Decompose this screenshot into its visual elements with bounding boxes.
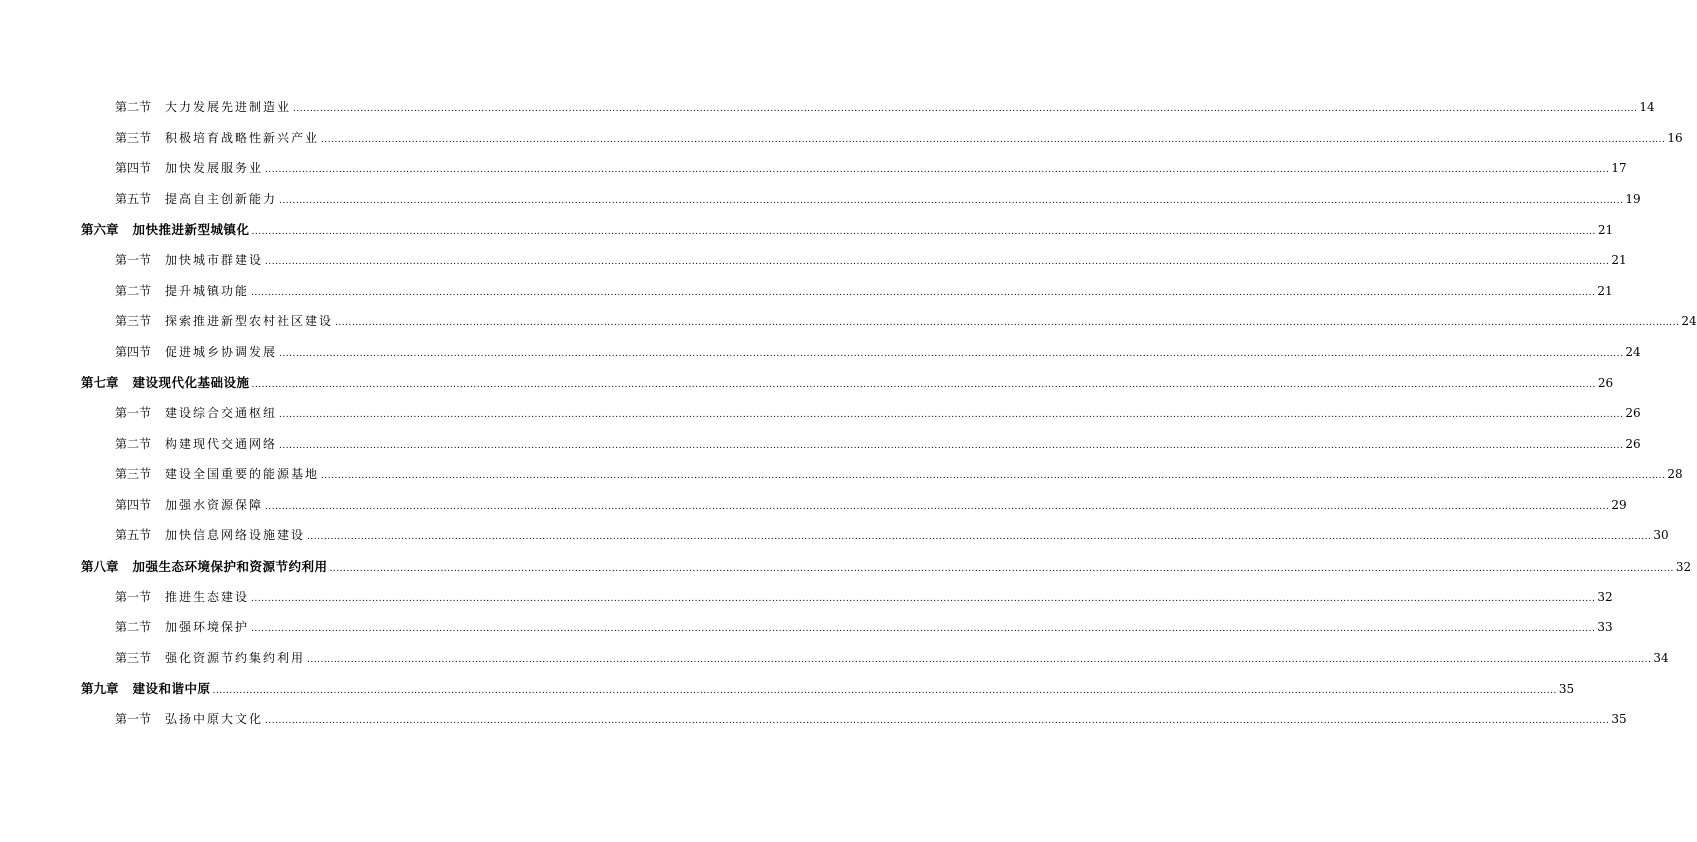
toc-entry-number: 第五节 bbox=[115, 191, 152, 206]
toc-entry-number: 第三节 bbox=[115, 314, 152, 329]
toc-section-entry[interactable] bbox=[81, 618, 1613, 649]
toc-page-number: 32 bbox=[1675, 559, 1692, 574]
toc-page-number: 29 bbox=[1611, 497, 1627, 512]
toc-section-entry[interactable] bbox=[81, 404, 1641, 435]
toc-leader-dots: ................................................................................................................................................................................................................................................................................................................................................................................................................ bbox=[251, 593, 1596, 604]
toc-entry-number: 第三节 bbox=[115, 467, 152, 482]
toc-entry-number: 第一节 bbox=[115, 405, 152, 420]
toc-leader-dots: ................................................................................................................................................................................................................................................................................................................................................................................................................ bbox=[265, 165, 1610, 176]
toc-page-number: 26 bbox=[1625, 436, 1641, 451]
toc-entry-title: 大力发展先进制造业 bbox=[165, 100, 292, 114]
toc-leader-dots: ................................................................................................................................................................................................................................................................................................................................................................................................................ bbox=[335, 318, 1680, 329]
toc-page-number: 19 bbox=[1625, 191, 1641, 206]
toc-leader-dots: ................................................................................................................................................................................................................................................................................................................................................................................................................ bbox=[307, 654, 1652, 665]
toc-entry-title: 建设综合交通枢纽 bbox=[165, 405, 278, 420]
toc-section-entry[interactable] bbox=[81, 190, 1641, 221]
toc-entry-title: 强化资源节约集约利用 bbox=[165, 650, 306, 665]
toc-section-entry[interactable] bbox=[81, 282, 1613, 313]
toc-entry-number: 第一节 bbox=[115, 589, 152, 604]
toc-entry-number: 第五节 bbox=[115, 528, 152, 543]
toc-entry-number: 第二节 bbox=[115, 620, 152, 635]
toc-page-number: 21 bbox=[1611, 252, 1627, 267]
toc-entry-number: 第一节 bbox=[115, 711, 152, 726]
toc-section-entry[interactable] bbox=[81, 465, 1683, 496]
toc-leader-dots: ................................................................................................................................................................................................................................................................................................................................................................................................................ bbox=[265, 715, 1610, 726]
toc-leader-dots: ................................................................................................................................................................................................................................................................................................................................................................................................................ bbox=[293, 104, 1638, 114]
toc-page-number: 16 bbox=[1667, 130, 1683, 145]
toc-entry-number: 第四节 bbox=[115, 161, 152, 176]
toc-entry-title: 加快信息网络设施建设 bbox=[165, 528, 306, 543]
toc-entry-title: 促进城乡协调发展 bbox=[165, 344, 278, 359]
toc-page-number: 24 bbox=[1625, 344, 1641, 359]
toc-page-number: 34 bbox=[1653, 650, 1669, 665]
toc-entry-title: 提高自主创新能力 bbox=[165, 191, 278, 206]
toc-entry-title: 弘扬中原大文化 bbox=[165, 711, 264, 726]
toc-page-number: 24 bbox=[1681, 314, 1697, 329]
toc-leader-dots: ................................................................................................................................................................................................................................................................................................................................................................................................................ bbox=[265, 501, 1610, 512]
toc-page-number: 32 bbox=[1597, 589, 1613, 604]
toc-entry-title: 探索推进新型农村社区建设 bbox=[165, 314, 334, 329]
toc-entry-title: 加快发展服务业 bbox=[165, 161, 264, 176]
toc-entry-number: 第二节 bbox=[115, 100, 152, 114]
toc-entry-title: 加强环境保护 bbox=[165, 620, 250, 635]
toc-entry-title: 构建现代交通网络 bbox=[165, 436, 278, 451]
toc-entry-number: 第七章 bbox=[81, 375, 119, 391]
toc-section-entry[interactable] bbox=[81, 710, 1627, 741]
toc-page-number: 30 bbox=[1653, 528, 1669, 543]
toc-section-entry[interactable] bbox=[81, 649, 1669, 680]
toc-entry-number: 第四节 bbox=[115, 497, 152, 512]
toc-page-number: 28 bbox=[1667, 467, 1683, 482]
toc-entry-number: 第三节 bbox=[115, 650, 152, 665]
toc-entry-title: 加快推进新型城镇化 bbox=[132, 222, 250, 238]
toc-leader-dots: ................................................................................................................................................................................................................................................................................................................................................................................................................ bbox=[251, 287, 1596, 298]
toc-leader-dots: ................................................................................................................................................................................................................................................................................................................................................................................................................ bbox=[279, 348, 1624, 359]
toc-section-entry[interactable] bbox=[81, 251, 1627, 282]
toc-section-entry[interactable] bbox=[81, 159, 1627, 190]
toc-page-number: 26 bbox=[1625, 405, 1641, 420]
table-of-contents bbox=[81, 98, 1697, 740]
toc-page-number: 35 bbox=[1558, 682, 1575, 697]
toc-entry-number: 第三节 bbox=[115, 130, 152, 145]
toc-chapter-entry[interactable] bbox=[81, 679, 1575, 710]
toc-leader-dots: ................................................................................................................................................................................................................................................................................................................................................................................................................ bbox=[212, 686, 1557, 697]
toc-leader-dots: ................................................................................................................................................................................................................................................................................................................................................................................................................ bbox=[251, 227, 1596, 238]
toc-leader-dots: ................................................................................................................................................................................................................................................................................................................................................................................................................ bbox=[307, 532, 1652, 543]
toc-entry-title: 加强水资源保障 bbox=[165, 497, 264, 512]
toc-leader-dots: ................................................................................................................................................................................................................................................................................................................................................................................................................ bbox=[265, 256, 1610, 267]
toc-section-entry[interactable] bbox=[81, 98, 1655, 129]
toc-leader-dots: ................................................................................................................................................................................................................................................................................................................................................................................................................ bbox=[251, 380, 1596, 391]
toc-section-entry[interactable] bbox=[81, 435, 1641, 466]
toc-page-number: 33 bbox=[1597, 620, 1613, 635]
toc-leader-dots: ................................................................................................................................................................................................................................................................................................................................................................................................................ bbox=[251, 624, 1596, 635]
toc-leader-dots: ................................................................................................................................................................................................................................................................................................................................................................................................................ bbox=[321, 134, 1666, 145]
toc-section-entry[interactable] bbox=[81, 588, 1613, 619]
toc-page-number: 21 bbox=[1597, 223, 1614, 238]
toc-leader-dots: ................................................................................................................................................................................................................................................................................................................................................................................................................ bbox=[321, 471, 1666, 482]
toc-leader-dots: ................................................................................................................................................................................................................................................................................................................................................................................................................ bbox=[329, 563, 1674, 574]
toc-page-number: 14 bbox=[1639, 100, 1655, 114]
toc-chapter-entry[interactable] bbox=[81, 220, 1614, 251]
toc-chapter-entry[interactable] bbox=[81, 557, 1692, 588]
toc-section-entry[interactable] bbox=[81, 343, 1641, 374]
toc-entry-number: 第九章 bbox=[81, 681, 119, 697]
toc-leader-dots: ................................................................................................................................................................................................................................................................................................................................................................................................................ bbox=[279, 440, 1624, 451]
toc-entry-title: 推进生态建设 bbox=[165, 589, 250, 604]
toc-section-entry[interactable] bbox=[81, 129, 1683, 160]
toc-chapter-entry[interactable] bbox=[81, 373, 1614, 404]
toc-leader-dots: ................................................................................................................................................................................................................................................................................................................................................................................................................ bbox=[279, 195, 1624, 206]
toc-entry-number: 第一节 bbox=[115, 252, 152, 267]
toc-entry-number: 第二节 bbox=[115, 436, 152, 451]
toc-entry-title: 提升城镇功能 bbox=[165, 283, 250, 298]
toc-page-number: 21 bbox=[1597, 283, 1613, 298]
toc-entry-title: 建设现代化基础设施 bbox=[132, 375, 250, 391]
toc-entry-title: 积极培育战略性新兴产业 bbox=[165, 130, 320, 145]
toc-entry-title: 加强生态环境保护和资源节约利用 bbox=[132, 558, 328, 574]
toc-entry-title: 加快城市群建设 bbox=[165, 252, 264, 267]
toc-page-number: 35 bbox=[1611, 711, 1627, 726]
toc-entry-number: 第八章 bbox=[81, 558, 119, 574]
toc-entry-number: 第六章 bbox=[81, 222, 119, 238]
toc-entry-number: 第四节 bbox=[115, 344, 152, 359]
toc-page-number: 17 bbox=[1611, 161, 1627, 176]
toc-section-entry[interactable] bbox=[81, 496, 1627, 527]
toc-leader-dots: ................................................................................................................................................................................................................................................................................................................................................................................................................ bbox=[279, 409, 1624, 420]
toc-entry-title: 建设全国重要的能源基地 bbox=[165, 467, 320, 482]
toc-entry-title: 建设和谐中原 bbox=[132, 681, 211, 697]
toc-section-entry[interactable] bbox=[81, 526, 1669, 557]
toc-section-entry[interactable] bbox=[81, 312, 1697, 343]
toc-page-number: 26 bbox=[1597, 376, 1614, 391]
toc-entry-number: 第二节 bbox=[115, 283, 152, 298]
